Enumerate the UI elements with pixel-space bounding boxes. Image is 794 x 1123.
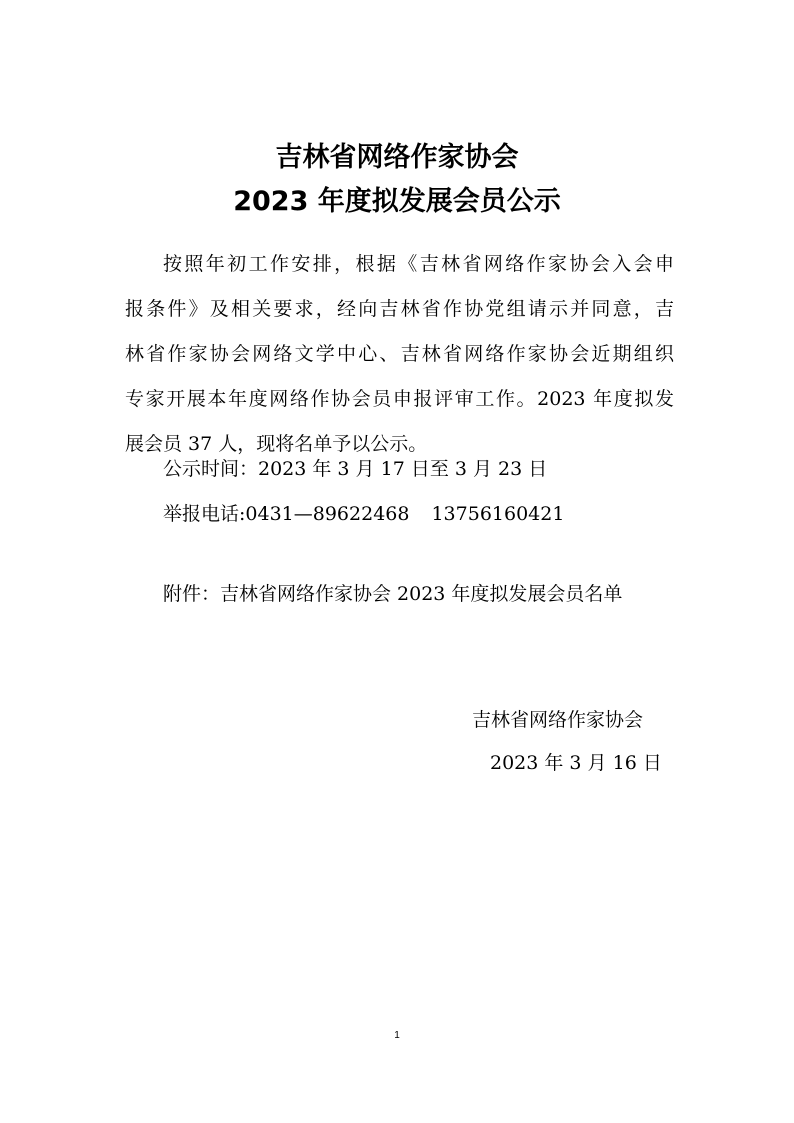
page-number: 1 bbox=[394, 1030, 400, 1041]
paragraph-line: 按照年初工作安排，根据《吉林省网络作家协会入会申 bbox=[163, 253, 674, 275]
report-phone-label: 举报电话:0431—89622468 bbox=[163, 503, 410, 525]
signature-date: 2023 年 3 月 16 日 bbox=[490, 752, 662, 774]
document-title-line2: 2023 年度拟发展会员公示 bbox=[233, 186, 561, 217]
paragraph-line: 专家开展本年度网络作协会员申报评审工作。2023 年度拟发 bbox=[125, 388, 674, 410]
signature-organization: 吉林省网络作家协会 bbox=[472, 709, 644, 731]
publicity-time: 公示时间：2023 年 3 月 17 日至 3 月 23 日 bbox=[163, 458, 548, 480]
paragraph-line: 林省作家协会网络文学中心、吉林省网络作家协会近期组织 bbox=[125, 343, 674, 365]
report-phone-mobile: 13756160421 bbox=[431, 503, 565, 525]
attachment-note: 附件：吉林省网络作家协会 2023 年度拟发展会员名单 bbox=[163, 583, 623, 605]
document-title-line1: 吉林省网络作家协会 bbox=[275, 142, 519, 173]
report-phone bbox=[163, 492, 564, 537]
announcement-paragraph bbox=[125, 242, 674, 467]
paragraph-line: 报条件》及相关要求，经向吉林省作协党组请示并同意，吉 bbox=[125, 298, 674, 320]
paragraph-line: 展会员 37 人，现将名单予以公示。 bbox=[125, 433, 428, 455]
